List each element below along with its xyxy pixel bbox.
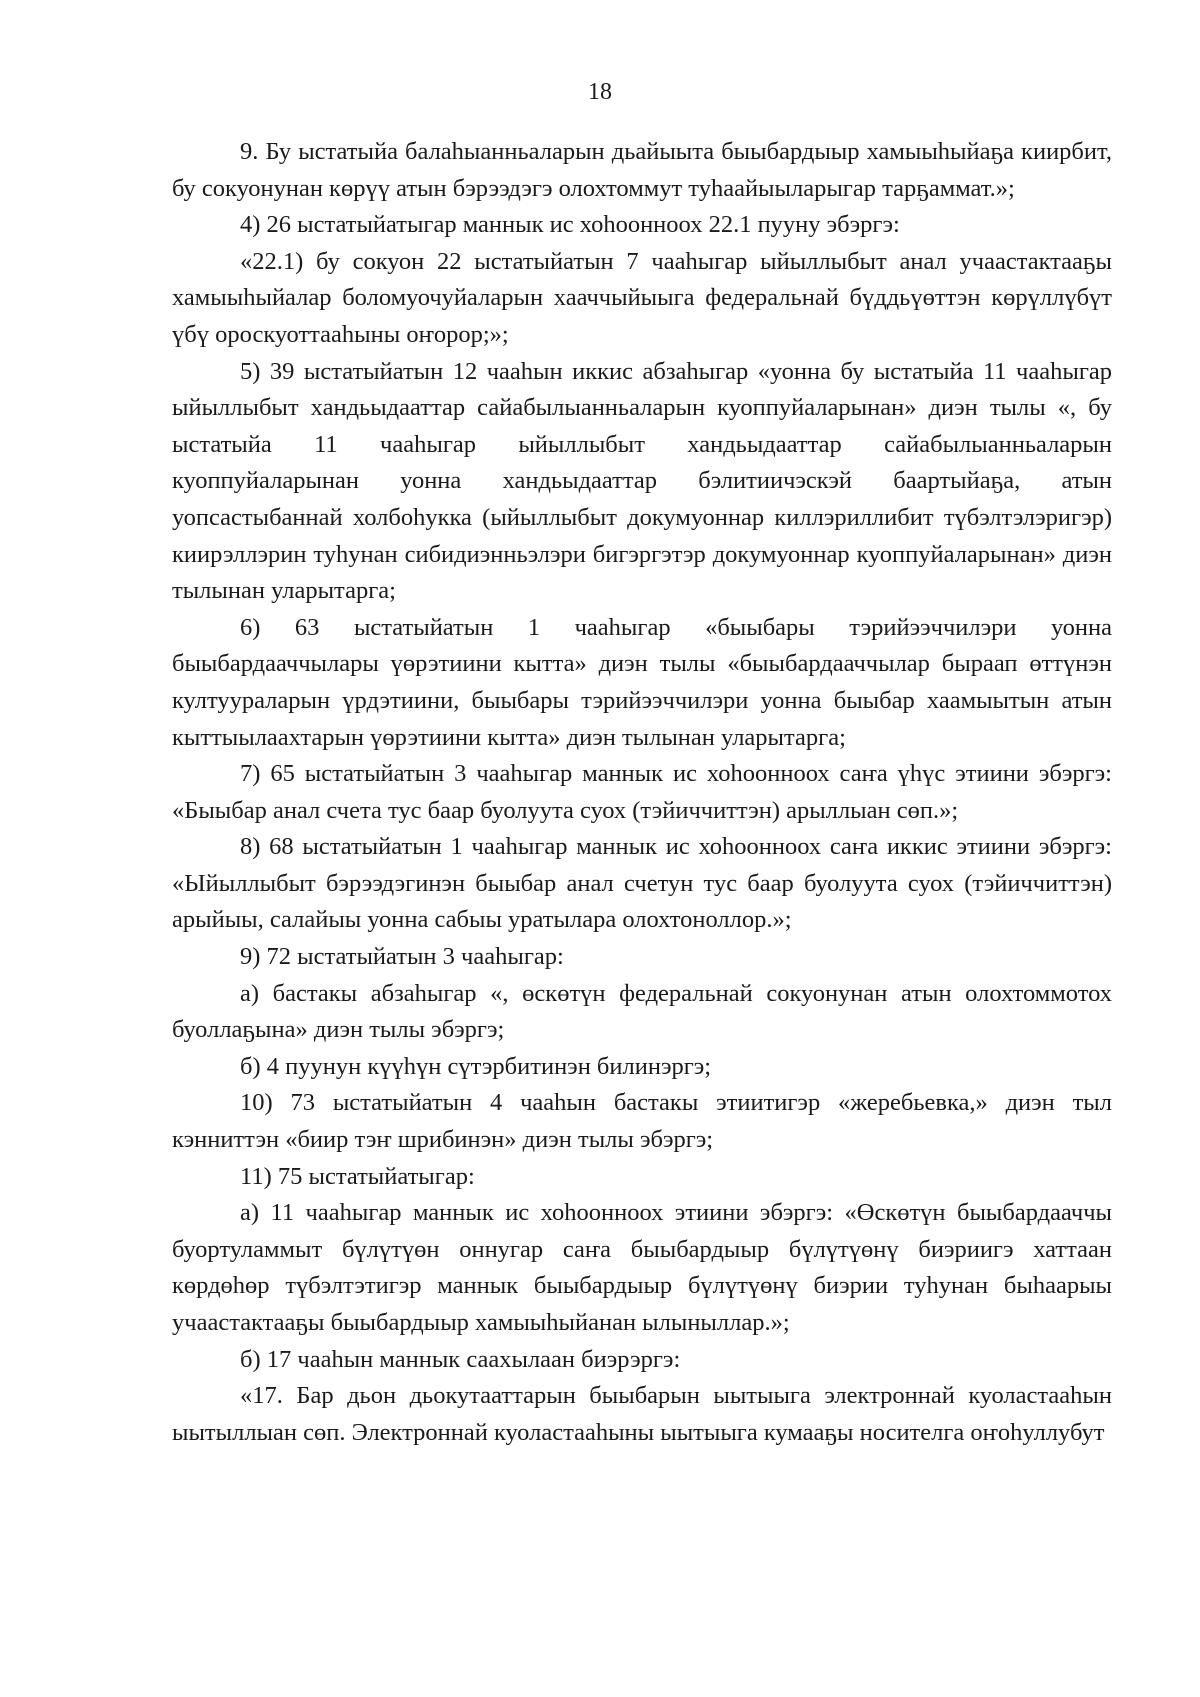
- paragraph-item-22-1: «22.1) бу сокуон 22 ыстатыйатын 7 чааһыгар ыйыллыбыт анал учаастактааҕы хамыыһыйалар боломуочуйаларын хааччыйыыга федеральнай бүддьүөттэн көрүллүбүт үбү ороскуоттааһыны оҥорор;»;: [172, 247, 1112, 348]
- paragraph-item-6: 6) 63 ыстатыйатын 1 чааһыгар «быыбары тэрийээччилэри уонна быыбардааччылары үөрэтиини кытта» диэн тылы «быыбардааччылар быраап өттүнэн култуураларын үрдэтиини, быыбары тэрийээччилэри уонна быыбар хаамыытын атын кыттыылаахтарын үөрэтиини кытта» диэн тылынан уларытарга;: [172, 613, 1112, 751]
- paragraph-item-17: «17. Бар дьон дьокутааттарын быыбарын ыытыыга электроннай куоластааһын ыытыллыан сөп. Электроннай куоластааһыны ыытыыга кумааҕы носителга оҥоһуллубут: [172, 1382, 1112, 1446]
- paragraph-item-10: 10) 73 ыстатыйатын 4 чааһын бастакы этиитигэр «жеребьевка,» диэн тыл кэнниттэн «биир тэҥ шрибинэн» диэн тылы эбэргэ;: [172, 1089, 1112, 1154]
- paragraph-item-5: 5) 39 ыстатыйатын 12 чааһын иккис абзаһыгар «уонна бу ыстатыйа 11 чааһыгар ыйыллыбыт хандьыдааттар сайабылыанньаларын куоппуйаларынан» диэн тылы «, бу ыстатыйа 11 чааһыгар ыйыллыбыт хандьыдааттар сайабылыанньаларын куоппуйаларынан уонна хандьыдааттар бэлитиичэскэй баартыйаҕа, атын уопсастыбаннай холбоһукка (ыйыллыбыт докумуоннар киллэриллибит түбэлтэлэригэр) киирэллэрин туһунан сибидиэнньэлэри бигэргэтэр докумуоннар куоппуйаларынан» диэн тылынан уларытарга;: [172, 357, 1112, 605]
- paragraph-item-9-a: а) бастакы абзаһыгар «, өскөтүн федеральнай сокуонунан атын олохтоммотох буоллаҕына» диэн тылы эбэргэ;: [172, 979, 1112, 1044]
- paragraph-9-article-closing: 9. Бу ыстатыйа балаһыанньаларын дьайыыта быыбардыыр хамыыһыйаҕа киирбит, бу сокуонунан көрүү атын бэрээдэгэ олохтоммут туһаайыыларыгар тарҕаммат.»;: [172, 138, 1112, 202]
- page-number: 18: [588, 79, 612, 105]
- paragraph-item-9-b: б) 4 пуунун күүһүн сүтэрбитинэн билинэргэ;: [240, 1052, 712, 1080]
- paragraph-item-11-a: а) 11 чааһыгар маннык ис хоһоонноох этиини эбэргэ: «Өскөтүн быыбардааччы буортуламмыт бүлүтүөн оннугар саҥа быыбардыыр бүлүтүөнү биэриигэ хаттаан көрдөһөр түбэлтэтигэр маннык быыбардыыр бүлүтүөнү биэрии туһунан быһаарыы учаастактааҕы быыбардыыр хамыыһыйанан ылыныллар.»;: [172, 1199, 1112, 1336]
- paragraph-item-8: 8) 68 ыстатыйатын 1 чааһыгар маннык ис хоһоонноох саҥа иккис этиини эбэргэ: «Ыйыллыбыт бэрээдэгинэн быыбар анал счетун тус баар буолуута суох (тэйиччиттэн) арыйыы, салайыы уонна сабыы уратылара олохтоноллор.»;: [172, 833, 1112, 934]
- paragraph-item-11: 11) 75 ыстатыйатыгар:: [240, 1162, 475, 1190]
- paragraph-item-7: 7) 65 ыстатыйатын 3 чааһыгар маннык ис хоһоонноох саҥа үһүс этиини эбэргэ: «Быыбар анал счета тус баар буолуута суох (тэйиччиттэн) арыллыан сөп.»;: [172, 760, 1112, 824]
- paragraph-item-11-b: б) 17 чааһын маннык саахылаан биэрэргэ:: [240, 1345, 681, 1373]
- document-body: [172, 134, 1112, 1451]
- paragraph-item-9: 9) 72 ыстатыйатын 3 чааһыгар:: [240, 943, 564, 971]
- paragraph-item-4: 4) 26 ыстатыйатыгар маннык ис хоһоонноох 22.1 пууну эбэргэ:: [240, 211, 900, 239]
